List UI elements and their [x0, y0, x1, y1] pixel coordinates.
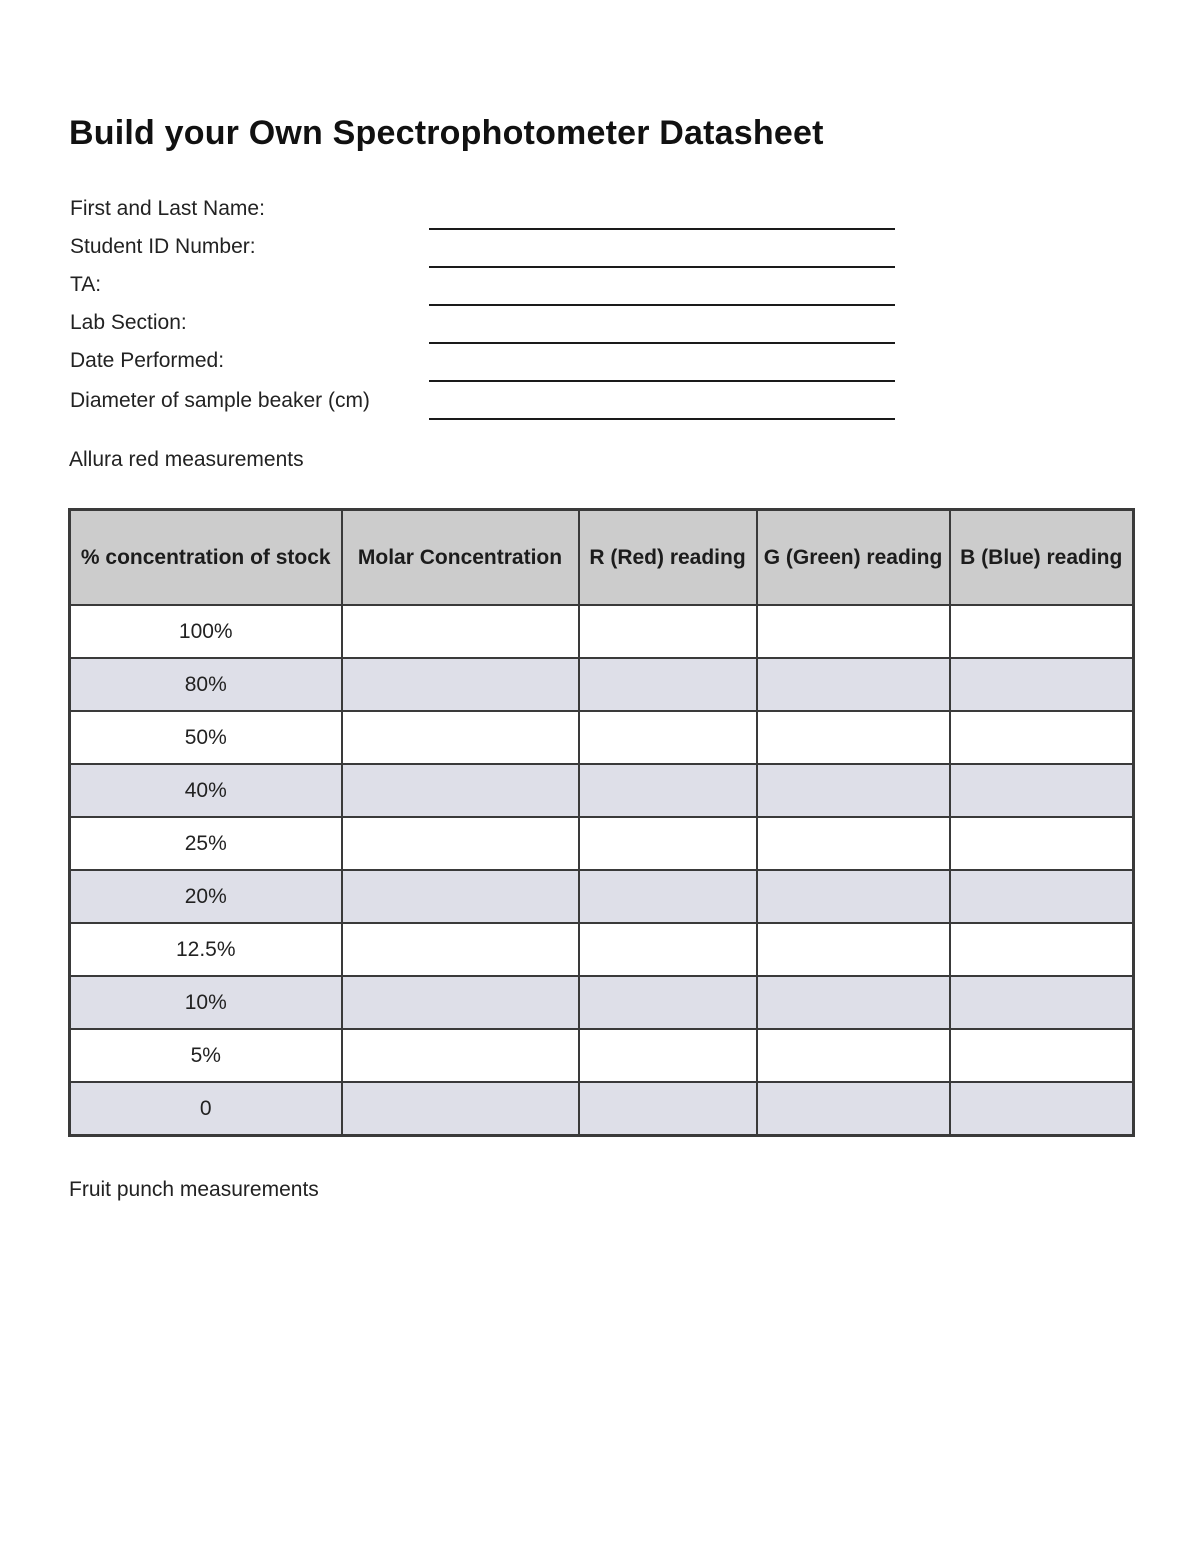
concentration-cell: 40%	[70, 764, 342, 817]
concentration-cell: 80%	[70, 658, 342, 711]
green-cell[interactable]	[757, 1082, 950, 1136]
green-cell[interactable]	[757, 658, 950, 711]
blue-cell[interactable]	[950, 605, 1134, 658]
field-lab-section	[69, 306, 895, 344]
red-cell[interactable]	[579, 764, 757, 817]
header-molar: Molar Concentration	[342, 510, 579, 606]
blue-cell[interactable]	[950, 870, 1134, 923]
fruit-punch-section-label: Fruit punch measurements	[69, 1178, 319, 1201]
concentration-cell: 50%	[70, 711, 342, 764]
table-row	[70, 923, 1134, 976]
blue-cell[interactable]	[950, 658, 1134, 711]
table-row	[70, 870, 1134, 923]
allura-table	[68, 508, 1135, 1137]
green-cell[interactable]	[757, 976, 950, 1029]
blue-cell[interactable]	[950, 1082, 1134, 1136]
molar-cell[interactable]	[342, 605, 579, 658]
beaker-diameter-input-line[interactable]	[429, 418, 895, 420]
field-label: TA:	[70, 273, 102, 296]
header-concentration: % concentration of stock	[70, 510, 342, 606]
molar-cell[interactable]	[342, 658, 579, 711]
molar-cell[interactable]	[342, 764, 579, 817]
green-cell[interactable]	[757, 711, 950, 764]
field-label: Lab Section:	[70, 311, 187, 334]
red-cell[interactable]	[579, 976, 757, 1029]
table-row	[70, 764, 1134, 817]
concentration-cell: 12.5%	[70, 923, 342, 976]
red-cell[interactable]	[579, 1029, 757, 1082]
field-label: Date Performed:	[70, 349, 225, 372]
red-cell[interactable]	[579, 817, 757, 870]
table-row	[70, 976, 1134, 1029]
red-cell[interactable]	[579, 870, 757, 923]
field-beaker-diameter	[69, 382, 895, 420]
table-row	[70, 711, 1134, 764]
allura-section-label: Allura red measurements	[69, 448, 304, 471]
table-row	[70, 658, 1134, 711]
concentration-cell: 25%	[70, 817, 342, 870]
molar-cell[interactable]	[342, 817, 579, 870]
concentration-cell: 0	[70, 1082, 342, 1136]
table-row	[70, 817, 1134, 870]
field-label: First and Last Name:	[70, 197, 265, 220]
field-label: Diameter of sample beaker (cm)	[70, 389, 370, 412]
red-cell[interactable]	[579, 1082, 757, 1136]
page-title: Build your Own Spectrophotometer Datasheet	[69, 114, 824, 152]
molar-cell[interactable]	[342, 1029, 579, 1082]
field-date-performed	[69, 344, 895, 382]
molar-cell[interactable]	[342, 976, 579, 1029]
green-cell[interactable]	[757, 923, 950, 976]
table-row	[70, 1082, 1134, 1136]
molar-cell[interactable]	[342, 711, 579, 764]
concentration-cell: 10%	[70, 976, 342, 1029]
header-blue: B (Blue) reading	[950, 510, 1134, 606]
field-student-id	[69, 230, 895, 268]
blue-cell[interactable]	[950, 1029, 1134, 1082]
table-row	[70, 605, 1134, 658]
blue-cell[interactable]	[950, 976, 1134, 1029]
concentration-cell: 20%	[70, 870, 342, 923]
field-ta	[69, 268, 895, 306]
blue-cell[interactable]	[950, 817, 1134, 870]
header-red: R (Red) reading	[579, 510, 757, 606]
blue-cell[interactable]	[950, 711, 1134, 764]
green-cell[interactable]	[757, 817, 950, 870]
blue-cell[interactable]	[950, 764, 1134, 817]
field-name	[69, 192, 895, 230]
red-cell[interactable]	[579, 658, 757, 711]
header-green: G (Green) reading	[757, 510, 950, 606]
molar-cell[interactable]	[342, 923, 579, 976]
green-cell[interactable]	[757, 870, 950, 923]
molar-cell[interactable]	[342, 870, 579, 923]
table-header-row	[70, 510, 1134, 606]
field-label: Student ID Number:	[70, 235, 256, 258]
red-cell[interactable]	[579, 605, 757, 658]
concentration-cell: 100%	[70, 605, 342, 658]
concentration-cell: 5%	[70, 1029, 342, 1082]
green-cell[interactable]	[757, 1029, 950, 1082]
red-cell[interactable]	[579, 711, 757, 764]
molar-cell[interactable]	[342, 1082, 579, 1136]
red-cell[interactable]	[579, 923, 757, 976]
blue-cell[interactable]	[950, 923, 1134, 976]
table-row	[70, 1029, 1134, 1082]
green-cell[interactable]	[757, 605, 950, 658]
green-cell[interactable]	[757, 764, 950, 817]
